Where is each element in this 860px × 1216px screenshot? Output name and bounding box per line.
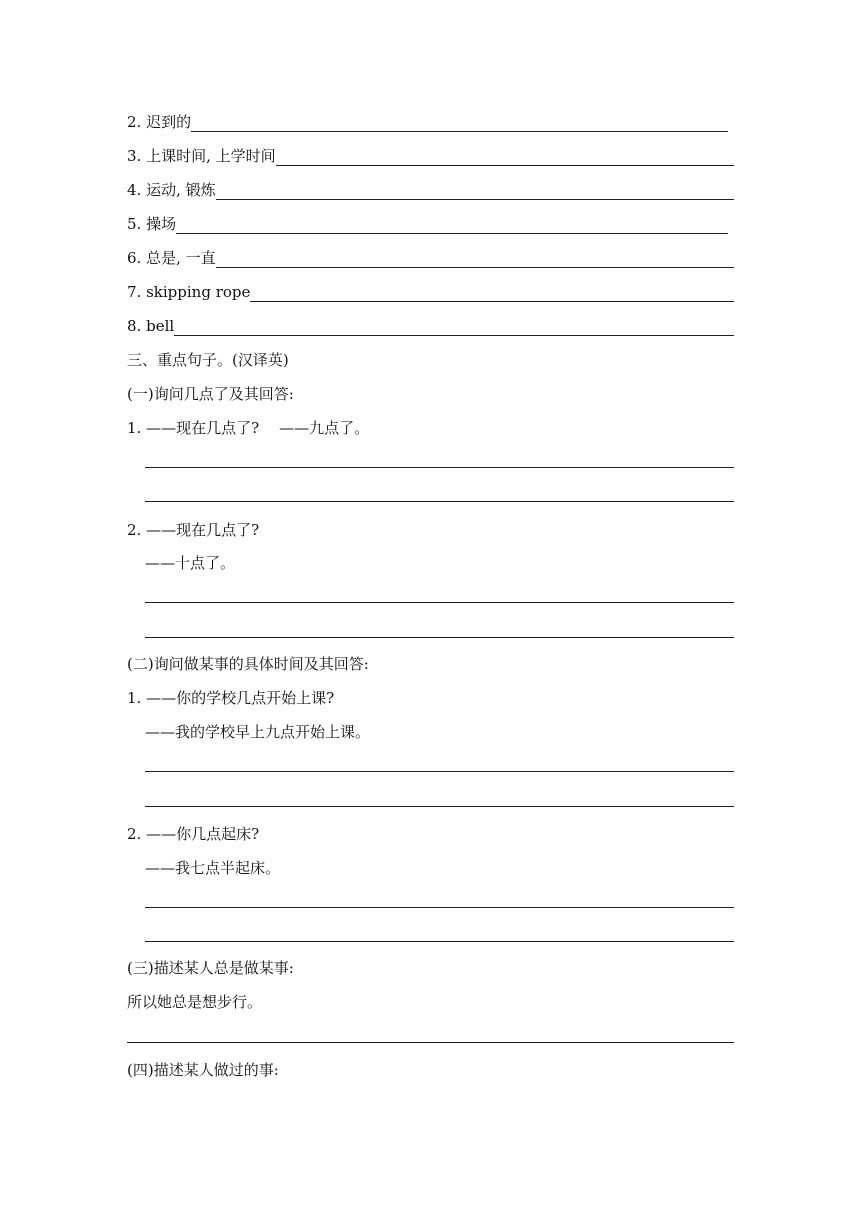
question-reply: ——九点了。: [279, 419, 370, 437]
part-title: (四)描述某人做过的事:: [127, 1061, 279, 1079]
question-reply: ——我七点半起床。: [145, 859, 281, 877]
answer-blank[interactable]: [216, 250, 734, 268]
vocab-item-6: [127, 248, 734, 268]
answer-line[interactable]: [145, 907, 734, 908]
answer-blank[interactable]: [250, 284, 734, 302]
vocab-item-3: [127, 146, 734, 166]
question-number: 1.: [127, 689, 142, 707]
question-number: 1.: [127, 419, 142, 437]
answer-line[interactable]: [145, 637, 734, 638]
vocab-item-2: [127, 112, 734, 132]
answer-blank[interactable]: [276, 148, 734, 166]
answer-line[interactable]: [145, 602, 734, 603]
question-1: [127, 688, 334, 708]
vocab-text: skipping rope: [146, 283, 251, 301]
question-2: [127, 520, 259, 540]
vocab-number: 3.: [127, 147, 142, 165]
question-number: 2.: [127, 825, 142, 843]
vocab-number: 4.: [127, 181, 142, 199]
vocab-number: 5.: [127, 215, 142, 233]
answer-line[interactable]: [145, 806, 734, 807]
vocab-item-8: [127, 316, 734, 336]
part-title: (二)询问做某事的具体时间及其回答:: [127, 655, 369, 673]
question-2: [127, 824, 259, 844]
vocab-text: 上课时间, 上学时间: [146, 147, 276, 165]
vocab-number: 8.: [127, 317, 142, 335]
vocab-number: 6.: [127, 249, 142, 267]
answer-line[interactable]: [145, 467, 734, 468]
answer-blank[interactable]: [174, 318, 734, 336]
part-title: (一)询问几点了及其回答:: [127, 385, 294, 403]
question-reply: ——我的学校早上九点开始上课。: [145, 723, 371, 741]
question-ask: ——你的学校几点开始上课?: [146, 689, 335, 707]
vocab-text: 总是, 一直: [146, 249, 216, 267]
question-number: 2.: [127, 521, 142, 539]
vocab-item-4: [127, 180, 734, 200]
answer-line[interactable]: [145, 771, 734, 772]
question-ask: ——你几点起床?: [146, 825, 260, 843]
vocab-text: 迟到的: [146, 113, 192, 131]
answer-line[interactable]: [127, 1042, 734, 1043]
vocab-number: 2.: [127, 113, 142, 131]
answer-blank[interactable]: [216, 182, 734, 200]
question-reply: ——十点了。: [145, 554, 236, 572]
question-ask: ——现在几点了?: [146, 419, 260, 437]
vocab-text: 操场: [146, 215, 177, 233]
vocab-text: bell: [146, 317, 175, 335]
answer-blank[interactable]: [176, 216, 728, 234]
vocab-item-7: [127, 282, 734, 302]
sentence: 所以她总是想步行。: [127, 993, 263, 1011]
answer-blank[interactable]: [191, 114, 728, 132]
question-1: [127, 418, 369, 438]
vocab-text: 运动, 锻炼: [146, 181, 216, 199]
section-title: 三、重点句子。(汉译英): [127, 351, 289, 369]
answer-line[interactable]: [145, 501, 734, 502]
question-ask: ——现在几点了?: [146, 521, 260, 539]
part-title: (三)描述某人总是做某事:: [127, 959, 294, 977]
answer-line[interactable]: [145, 941, 734, 942]
vocab-number: 7.: [127, 283, 142, 301]
vocab-item-5: [127, 214, 734, 234]
